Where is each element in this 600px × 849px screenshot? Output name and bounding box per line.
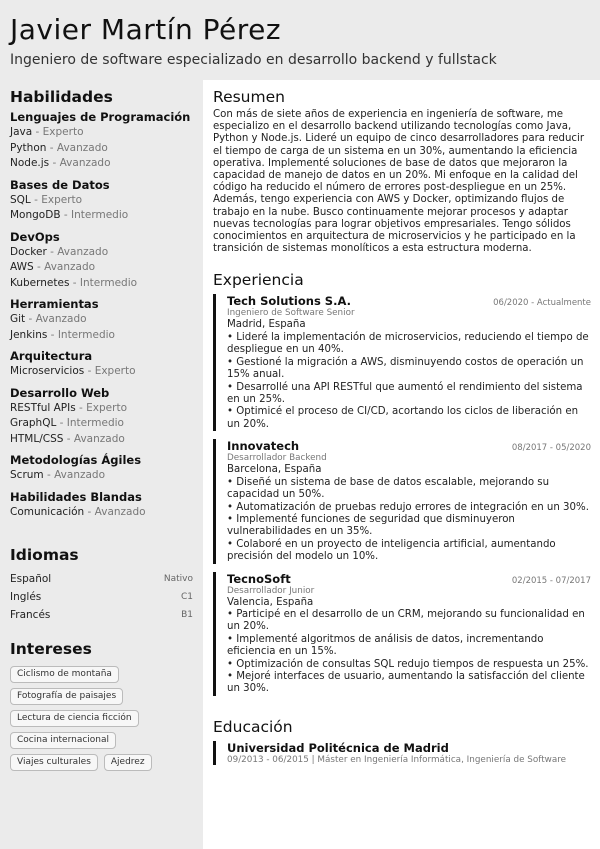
achievement-bullet: • Participé en el desarrollo de un CRM, mejorando su funcionalidad en un 20%. <box>227 609 585 633</box>
candidate-headline: Ingeniero de software especializado en desarrollo backend y fullstack <box>10 52 497 68</box>
skill-level: Intermedio <box>66 417 124 429</box>
skill-item <box>10 193 193 209</box>
interests-title: Intereses <box>10 640 92 658</box>
skill-name: Comunicación <box>10 505 85 518</box>
skill-item <box>10 141 193 157</box>
skill-separator: - <box>63 432 74 445</box>
experience-dates: 08/2017 - 05/2020 <box>511 443 591 454</box>
main-content <box>203 80 600 849</box>
skill-category: Habilidades Blandas <box>10 489 142 504</box>
skill-name: Microservicios <box>10 365 85 377</box>
skill-separator: - <box>30 193 42 206</box>
skill-level: Experto <box>41 193 83 206</box>
skill-name: RESTful APIs <box>10 401 76 414</box>
achievement-bullet: • Implementé funciones de seguridad que disminuyeron vulnerabilidades en un 35%. <box>227 513 515 538</box>
skill-level: Experto <box>42 126 84 138</box>
skill-level: Avanzado <box>54 469 106 481</box>
skills-title: Habilidades <box>10 88 113 106</box>
candidate-name: Javier Martín Pérez <box>10 13 282 46</box>
achievement-bullet: • Implementé algoritmos de análisis de datos, incrementando eficiencia en un 15%. <box>227 633 544 658</box>
skill-item <box>10 312 193 328</box>
skill-level: Avanzado <box>35 313 87 325</box>
achievement-bullet: • Colaboré en un proyecto de inteligencia artificial, aumentando precisión del modelo un 10%. <box>227 538 556 563</box>
skill-item <box>10 125 193 141</box>
skill-name: MongoDB <box>10 209 61 221</box>
skill-group <box>10 349 193 380</box>
experience-item <box>213 572 591 696</box>
achievement-bullet: • Optimización de consultas SQL redujo tiempos de respuesta un 25%. <box>227 658 589 670</box>
achievement-bullet: • Gestioné la migración a AWS, disminuyendo costos de operación un 15% anual. <box>227 356 584 381</box>
achievement-bullet: • Diseñé un sistema de base de datos escalable, mejorando su capacidad un 50%. <box>227 476 550 501</box>
job-location: Madrid, España <box>227 319 306 331</box>
skill-level: Avanzado <box>44 261 96 273</box>
skill-level: Avanzado <box>94 505 146 518</box>
interest-chip: Cocina internacional <box>10 732 116 749</box>
interest-chip: Lectura de ciencia ficción <box>10 710 139 727</box>
language-row <box>10 588 193 606</box>
skill-item <box>10 276 193 292</box>
skill-name: HTML/CSS <box>10 432 64 445</box>
education-list <box>213 741 591 765</box>
company-name: TecnoSoft <box>227 571 291 586</box>
skill-name: Docker <box>10 245 47 258</box>
skill-separator: - <box>32 126 43 138</box>
skill-level: Avanzado <box>59 157 111 169</box>
resume-header <box>0 0 600 80</box>
skill-name: Node.js <box>10 157 50 169</box>
job-location: Valencia, España <box>227 596 314 608</box>
experience-dates: 02/2015 - 07/2017 <box>511 575 591 586</box>
achievement-bullet: • Mejoré interfaces de usuario, aumentando la satisfacción del cliente un 30%. <box>227 671 585 695</box>
skill-item <box>10 260 193 276</box>
skill-group <box>10 178 193 224</box>
summary-title: Resumen <box>213 88 285 106</box>
job-location: Barcelona, España <box>227 464 322 476</box>
experience-title: Experiencia <box>213 271 304 290</box>
skill-category: Desarrollo Web <box>10 385 110 400</box>
skill-separator: - <box>60 209 71 221</box>
languages-title: Idiomas <box>10 546 79 564</box>
language-row <box>10 570 193 588</box>
job-role: Desarrollador Backend <box>227 453 327 464</box>
language-name: Español <box>10 573 52 585</box>
company-name: Innovatech <box>227 439 300 454</box>
languages-list <box>10 570 193 624</box>
company-name: Tech Solutions S.A. <box>227 294 351 309</box>
school-name: Universidad Politécnica de Madrid <box>227 740 449 755</box>
skill-category: Arquitectura <box>10 349 93 363</box>
job-role: Ingeniero de Software Senior <box>227 308 355 319</box>
skill-group <box>10 110 193 172</box>
skill-group <box>10 386 193 448</box>
skill-separator: - <box>84 365 95 377</box>
skill-category: Lenguajes de Programación <box>10 110 191 124</box>
language-name: Inglés <box>10 591 42 603</box>
skill-separator: - <box>69 276 80 289</box>
skill-level: Experto <box>94 365 136 377</box>
experience-dates: 06/2020 - Actualmente <box>493 298 591 309</box>
skill-separator: - <box>33 261 45 273</box>
skill-item <box>10 156 193 172</box>
skill-level: Experto <box>86 401 128 414</box>
language-name: Francés <box>10 609 51 621</box>
education-title: Educación <box>213 717 293 736</box>
interest-chip: Viajes culturales <box>10 754 98 771</box>
interest-chip: Ciclismo de montaña <box>10 666 119 683</box>
job-role: Desarrollador Junior <box>227 585 315 596</box>
language-level: Nativo <box>163 574 193 584</box>
skill-category: DevOps <box>10 229 60 244</box>
achievement-bullet: • Optimicé el proceso de CI/CD, acortando los ciclos de liberación en un 20%. <box>227 406 579 430</box>
achievement-bullet: • Lideré la implementación de microservicios, reduciendo el tiempo de despliegue en un 40%. <box>227 331 589 356</box>
experience-header <box>227 294 591 308</box>
achievement-bullet: • Desarrollé una API RESTful que aumentó el rendimiento del sistema en un 25%. <box>227 381 583 405</box>
skill-separator: - <box>43 469 55 481</box>
skill-item <box>10 401 193 417</box>
skill-item <box>10 432 193 448</box>
skill-group <box>10 297 193 343</box>
summary-text: Con más de siete años de experiencia en ingeniería de software, me especializo en el desarrollo backend utilizando tecnologías como Java, Python y Node.js. Lideré un equipo de cinco desarrolladores para reducir el tiempo de carga de un sistema en un 30%, aumentando la eficiencia operativa. Implementé soluciones de base de datos que mejoraron la capacidad de manejo de datos en un 20%. Mi enfoque en la calidad del código ha reducido el número de errores post-despliegue en un 25%. Además, tengo experiencia con AWS y Docker, optimizando flujos de trabajo en la nube. Busco continuamente mejorar procesos y adaptar nuevas tecnologías para lograr objetivos empresariales. Tengo sólidos conocimientos en arquitectura de microservicios y he participado en la transición de sistemas monolíticos a esta estructura moderna. <box>213 109 585 255</box>
skill-separator: - <box>49 157 60 169</box>
interest-chip: Ajedrez <box>104 754 152 771</box>
skill-name: GraphQL <box>10 417 57 429</box>
skill-name: Java <box>10 126 33 138</box>
language-level: C1 <box>180 592 193 602</box>
experience-item <box>213 439 591 563</box>
skill-level: Avanzado <box>56 141 108 154</box>
skill-name: SQL <box>10 193 31 206</box>
skill-name: Scrum <box>10 469 44 481</box>
skill-item <box>10 364 193 380</box>
skill-level: Intermedio <box>71 209 129 221</box>
skill-item <box>10 468 193 484</box>
skill-separator: - <box>25 313 36 325</box>
skill-item <box>10 505 193 521</box>
language-level: B1 <box>181 610 193 620</box>
skill-item <box>10 208 193 224</box>
skill-item <box>10 245 193 261</box>
skill-name: Python <box>10 141 47 154</box>
interests-list <box>10 666 193 776</box>
skill-name: Git <box>10 313 26 325</box>
skills-list <box>10 110 193 520</box>
achievement-bullet: • Automatización de pruebas redujo errores de integración en un 30%. <box>227 501 589 513</box>
experience-header <box>227 572 591 586</box>
skill-level: Intermedio <box>57 328 115 341</box>
skill-name: Jenkins <box>10 328 48 341</box>
skill-group <box>10 453 193 484</box>
skill-group <box>10 230 193 292</box>
skill-group <box>10 490 193 521</box>
skill-name: AWS <box>10 261 34 273</box>
skill-separator: - <box>47 328 58 341</box>
education-item <box>213 741 591 765</box>
education-detail: 09/2013 - 06/2015 | Máster en Ingeniería Informática, Ingeniería de Software <box>227 754 567 765</box>
skill-item <box>10 328 193 344</box>
skill-separator: - <box>46 141 57 154</box>
skill-level: Avanzado <box>57 245 109 258</box>
skill-category: Metodologías Ágiles <box>10 453 142 467</box>
interest-chip: Fotografía de paisajes <box>10 688 123 705</box>
skill-name: Kubernetes <box>10 276 70 289</box>
skill-separator: - <box>46 245 58 258</box>
experience-list <box>213 294 591 695</box>
skill-level: Intermedio <box>79 276 138 289</box>
skill-item <box>10 416 193 432</box>
skill-separator: - <box>75 401 87 414</box>
skill-level: Avanzado <box>73 432 125 445</box>
experience-item <box>213 294 591 431</box>
skill-separator: - <box>84 505 95 518</box>
experience-header <box>227 439 591 453</box>
skill-category: Bases de Datos <box>10 177 110 192</box>
language-row <box>10 606 193 624</box>
sidebar <box>0 80 203 849</box>
skill-category: Herramientas <box>10 297 99 311</box>
skill-separator: - <box>56 417 67 429</box>
